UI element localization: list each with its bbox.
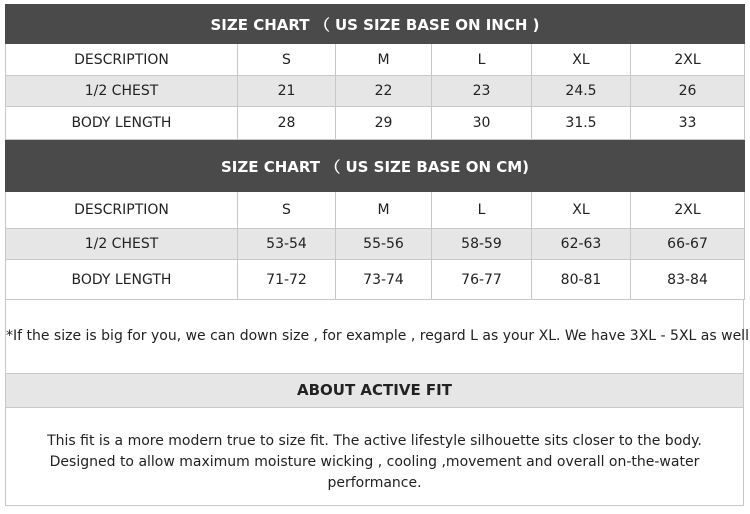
- about-description: [5, 408, 744, 506]
- header-cell: XL: [532, 44, 631, 76]
- inch-size-table: [5, 4, 745, 140]
- cell: 21: [238, 76, 336, 107]
- header-cell: S: [238, 192, 336, 229]
- cell: 76-77: [432, 260, 532, 300]
- table-row: [6, 229, 745, 260]
- about-line-1: This fit is a more modern true to size fit. The active lifestyle silhouette sits closer to the body.: [47, 433, 702, 449]
- cell: 55-56: [336, 229, 432, 260]
- table-row: [6, 260, 745, 300]
- cell: 58-59: [432, 229, 532, 260]
- cell: 22: [336, 76, 432, 107]
- cell: 62-63: [532, 229, 631, 260]
- cell: 66-67: [631, 229, 745, 260]
- header-cell: L: [432, 44, 532, 76]
- cell: 29: [336, 107, 432, 140]
- header-cell: S: [238, 44, 336, 76]
- header-cell: 2XL: [631, 44, 745, 76]
- cell: 23: [432, 76, 532, 107]
- cm-size-table: [5, 140, 745, 300]
- size-note: *If the size is big for you, we can down size , for example , regard L as your XL. We have 3XL - 5XL as well: [5, 300, 744, 374]
- row-label: 1/2 CHEST: [6, 76, 238, 107]
- cell: 73-74: [336, 260, 432, 300]
- row-label: 1/2 CHEST: [6, 229, 238, 260]
- cell: 53-54: [238, 229, 336, 260]
- cell: 80-81: [532, 260, 631, 300]
- cm-table-title: SIZE CHART （ US SIZE BASE ON CM): [6, 141, 745, 192]
- cell: 28: [238, 107, 336, 140]
- table-row: [6, 107, 745, 140]
- cell: 26: [631, 76, 745, 107]
- about-line-2: Designed to allow maximum moisture wicking , cooling ,movement and overall on-the-water performance.: [49, 454, 700, 491]
- header-cell: XL: [532, 192, 631, 229]
- cell: 30: [432, 107, 532, 140]
- cell: 83-84: [631, 260, 745, 300]
- header-cell: DESCRIPTION: [6, 44, 238, 76]
- about-title: ABOUT ACTIVE FIT: [5, 374, 744, 408]
- cell: 24.5: [532, 76, 631, 107]
- cell: 33: [631, 107, 745, 140]
- inch-table-title-row: [6, 5, 745, 44]
- header-cell: M: [336, 44, 432, 76]
- cm-table-title-row: [6, 141, 745, 192]
- row-label: BODY LENGTH: [6, 107, 238, 140]
- header-cell: L: [432, 192, 532, 229]
- header-cell: 2XL: [631, 192, 745, 229]
- header-cell: DESCRIPTION: [6, 192, 238, 229]
- inch-table-title: SIZE CHART （ US SIZE BASE ON INCH ): [6, 5, 745, 44]
- table-row: [6, 76, 745, 107]
- row-label: BODY LENGTH: [6, 260, 238, 300]
- cell: 71-72: [238, 260, 336, 300]
- header-cell: M: [336, 192, 432, 229]
- size-chart-sheet: [5, 4, 749, 506]
- table-header-row: [6, 44, 745, 76]
- cell: 31.5: [532, 107, 631, 140]
- table-header-row: [6, 192, 745, 229]
